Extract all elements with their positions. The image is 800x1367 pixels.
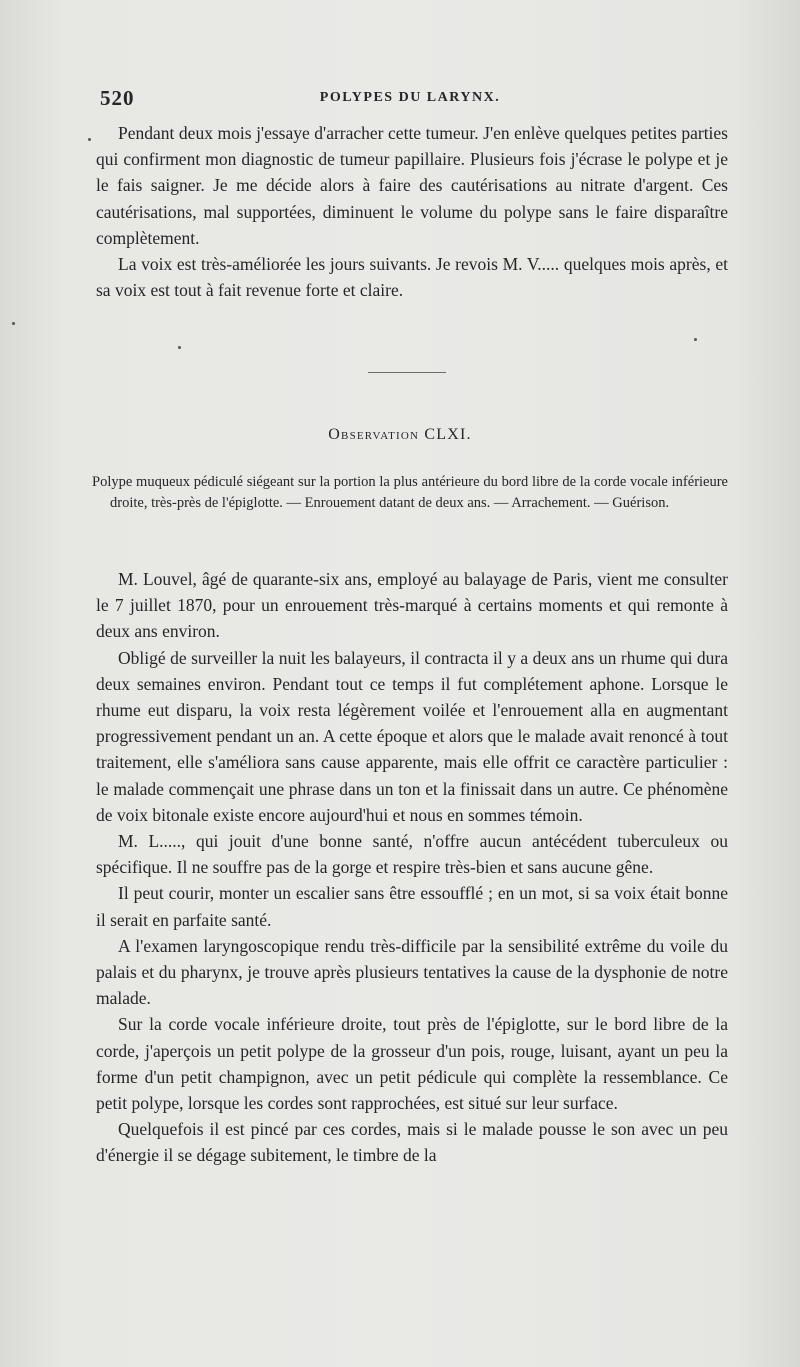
intro-paragraph: La voix est très-améliorée les jours suivants. Je revois M. V..... quelques mois après, et sa voix est tout à fait revenue forte et claire. [96, 254, 728, 301]
body-paragraph: M. Louvel, âgé de quarante-six ans, employé au balayage de Paris, vient me consulter le 7 juillet 1870, pour un enrouement très-marqué à certains moments et qui remonte à deux ans environ. [96, 569, 728, 642]
observation-body [96, 566, 728, 1169]
observation-title: Observation CLXI. [328, 426, 472, 443]
page-number: 520 [100, 86, 135, 110]
section-divider [368, 372, 446, 373]
paper-speck [694, 338, 697, 341]
body-paragraph: Il peut courir, monter un escalier sans être essoufflé ; en un mot, si sa voix était bonne il serait en parfaite santé. [96, 883, 728, 930]
intro-text [96, 120, 728, 303]
intro-paragraph: Pendant deux mois j'essaye d'arracher cette tumeur. J'en enlève quelques petites parties qui confirment mon diagnostic de tumeur papillaire. Plusieurs fois j'écrase le polype et je le fais saigner. Je me décide alors à faire des cautérisations au nitrate d'argent. Ces cautérisations, mal supportées, diminuent le volume du polype sans le faire disparaître complètement. [96, 123, 728, 248]
paper-speck [88, 138, 91, 141]
body-paragraph: Sur la corde vocale inférieure droite, tout près de l'épiglotte, sur le bord libre de la corde, j'aperçois un petit polype de la grosseur d'un pois, rouge, luisant, ayant un peu la forme d'un petit champignon, avec un petit pédicule qui complète la ressemblance. Ce petit polype, lorsque les cordes sont rapprochées, est situé sur leur surface. [96, 1014, 728, 1114]
observation-summary: Polype muqueux pédiculé siégeant sur la portion la plus antérieure du bord libre de la corde vocale inférieure droite, très-près de l'épiglotte. — Enrouement datant de deux ans. — Arrachement. — Guérison. [92, 474, 728, 511]
running-title: POLYPES DU LARYNX. [319, 90, 501, 105]
body-paragraph: A l'examen laryngoscopique rendu très-difficile par la sensibilité extrême du voile du palais et du pharynx, je trouve après plusieurs tentatives la cause de la dysphonie de notre malade. [96, 935, 728, 1009]
page-header [100, 86, 720, 116]
paper-speck [178, 346, 181, 349]
body-paragraph: Quelquefois il est pincé par ces cordes, mais si le malade pousse le son avec un peu d'énergie il se dégage subitement, le timbre de la [96, 1119, 728, 1166]
body-paragraph: Obligé de surveiller la nuit les balayeurs, il contracta il y a deux ans un rhume qui dura deux semaines environ. Pendant tout ce temps il fut complétement aphone. Lorsque le rhume eut disparu, la voix resta légèrement voilée et l'enrouement alla en augmentant progressivement pendant un an. A cette époque et alors que le malade avait renoncé à tout traitement, elle s'améliora sans cause apparente, mais elle offrit ce caractère particulier : le malade commençait une phrase dans un ton et la finissait dans un autre. Ce phénomène de voix bitonale existe encore aujourd'hui et nous en sommes témoin. [96, 647, 728, 825]
paper-speck [12, 322, 15, 325]
body-paragraph: M. L....., qui jouit d'une bonne santé, n'offre aucun antécédent tuberculeux ou spécifique. Il ne souffre pas de la gorge et respire très-bien et sans aucune gêne. [96, 831, 728, 878]
